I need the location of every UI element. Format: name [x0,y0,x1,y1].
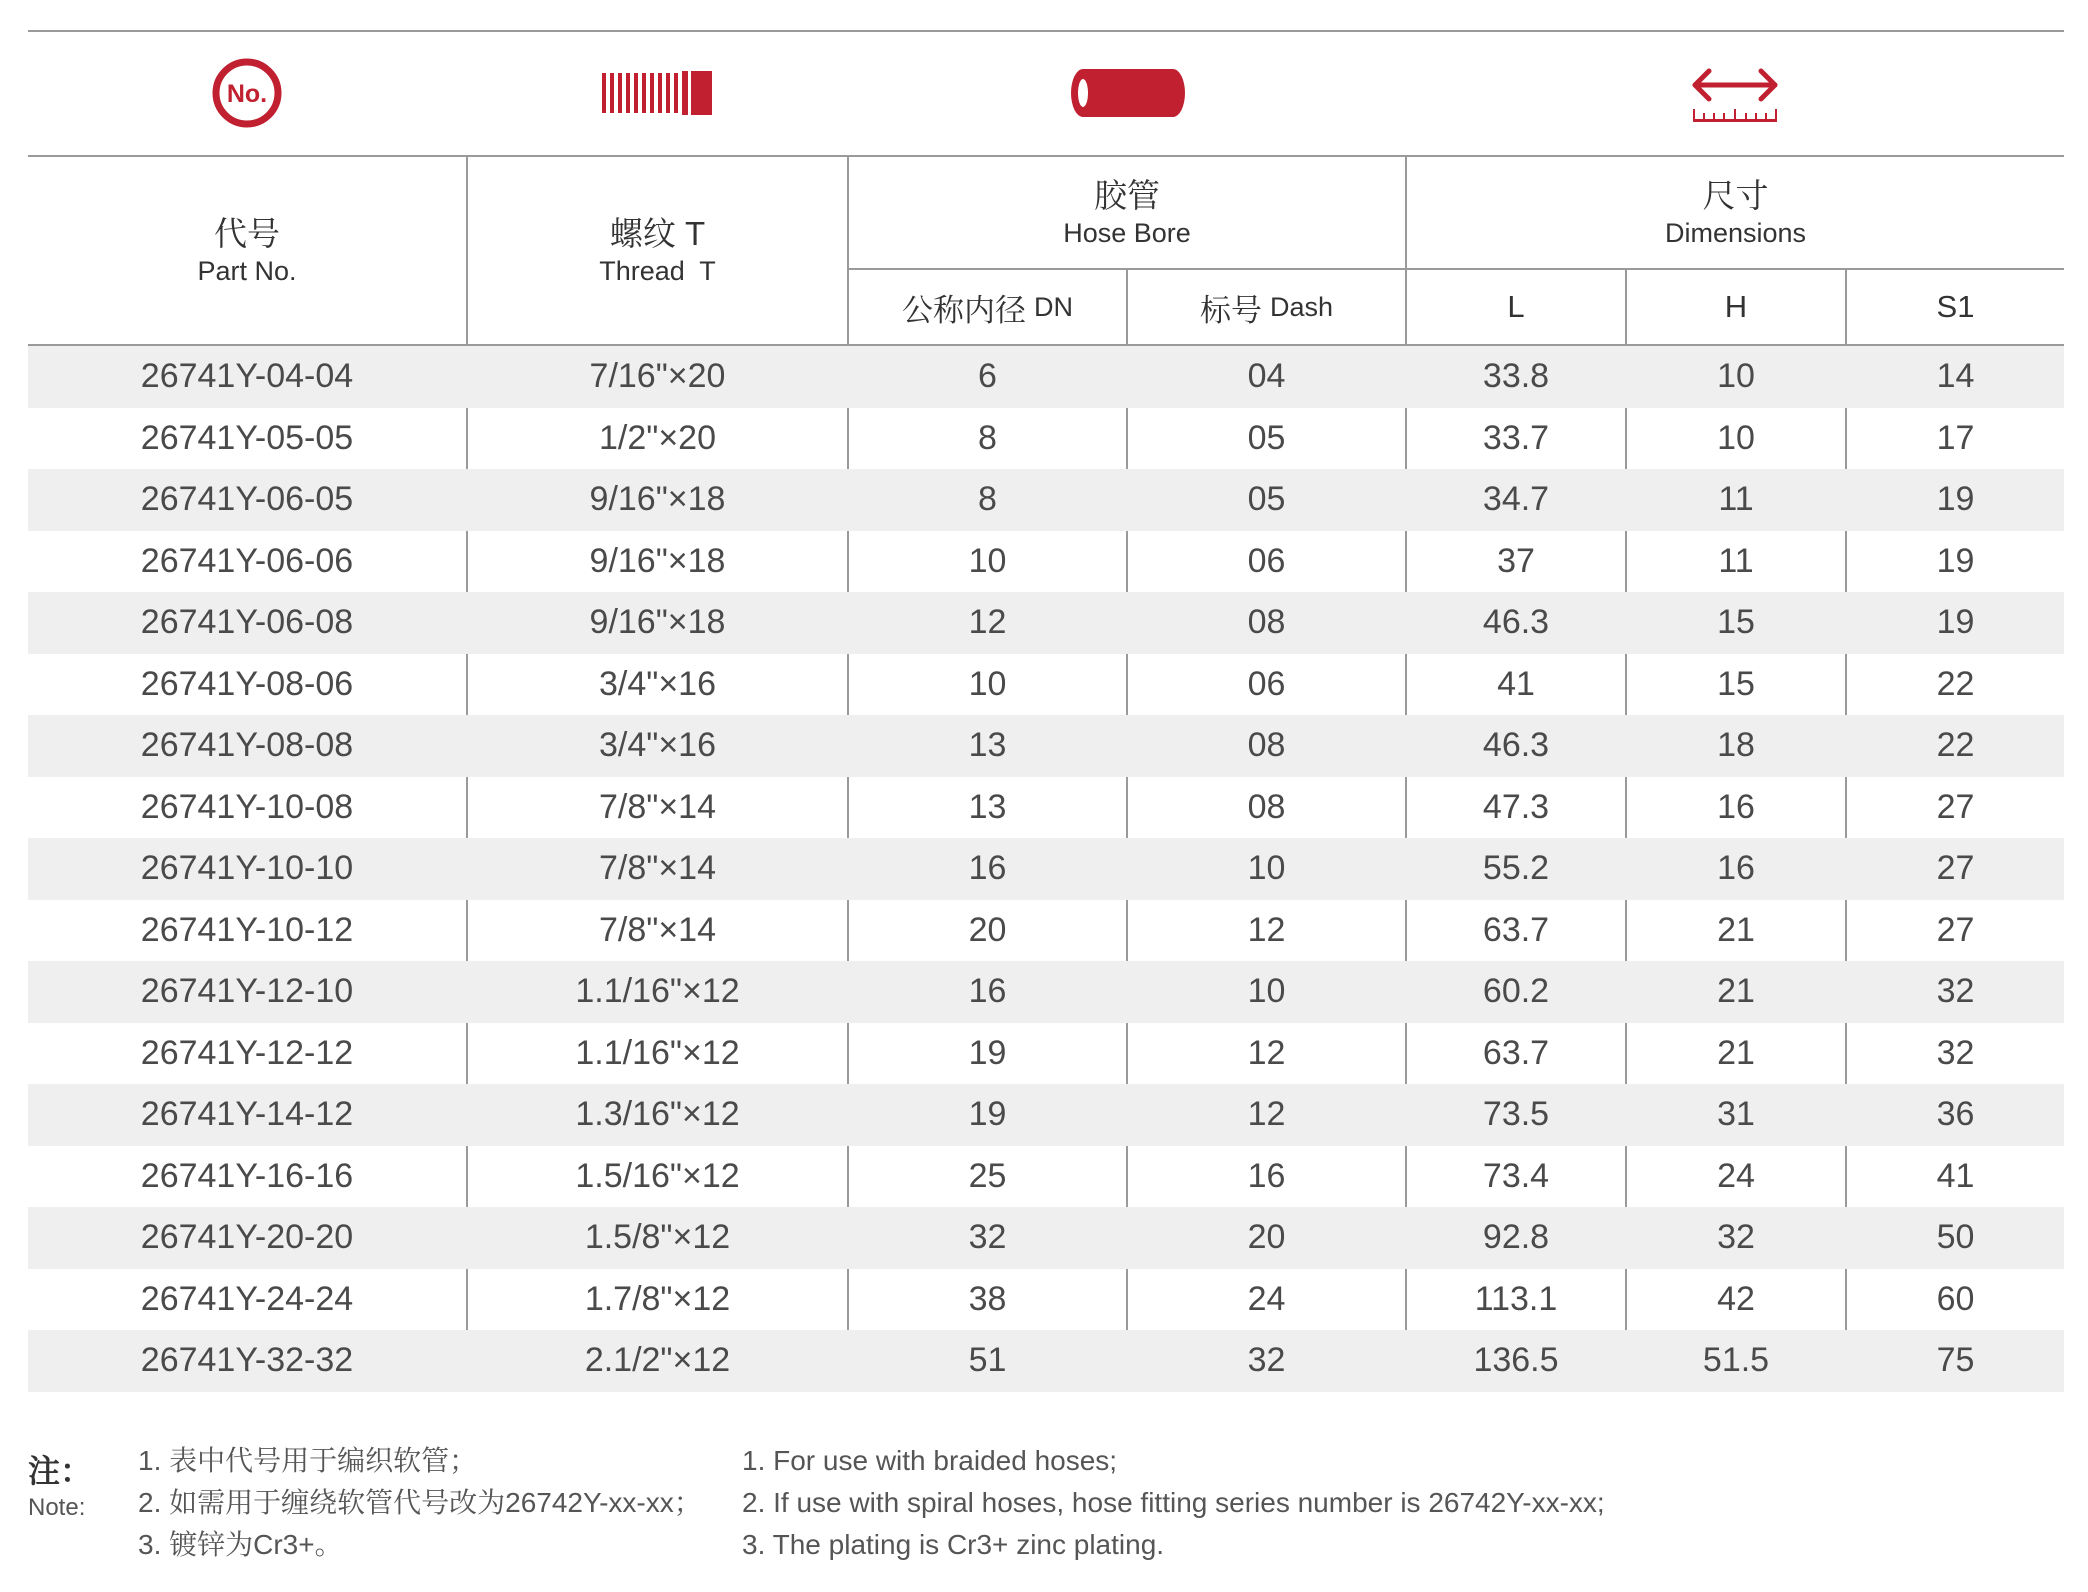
cell-thread: 7/8"×14 [598,910,716,949]
part-number-icon [211,57,283,129]
cell-dn: 8 [978,418,997,457]
note-zh-line: 3. 镀锌为Cr3+。 [138,1529,343,1560]
table-row [28,1207,2064,1269]
cell-dash: 10 [1247,849,1286,888]
cell-s1: 27 [1936,910,1975,949]
cell-dn: 10 [968,541,1007,580]
cell-dn: 8 [978,480,997,519]
cell-part-no: 26741Y-06-08 [140,603,354,642]
table-row [28,654,2064,716]
table-row [28,592,2064,654]
cell-part-no: 26741Y-04-04 [140,357,354,396]
cell-dn: 19 [968,1033,1007,1072]
cell-dn: 32 [968,1218,1007,1257]
cell-thread: 2.1/2"×12 [584,1341,731,1380]
cell-h: 15 [1717,603,1755,642]
cell-part-no: 26741Y-10-08 [140,787,354,826]
cell-dash: 06 [1247,664,1286,703]
subheader-h [1627,270,1845,344]
cell-h: 11 [1718,480,1754,519]
cell-dash: 08 [1247,603,1286,642]
cell-h: 16 [1717,787,1755,826]
cell-dash: 12 [1247,910,1286,949]
cell-thread: 7/16"×20 [589,357,726,396]
cell-l: 34.7 [1482,480,1550,519]
hose-bore-icon [1069,65,1185,121]
cell-h: 11 [1718,541,1754,580]
cell-l: 63.7 [1482,1033,1550,1072]
header-hose-bore-en: Hose Bore [1063,217,1191,248]
cell-dash: 06 [1247,541,1286,580]
cell-part-no: 26741Y-08-08 [140,726,354,765]
table-row [28,346,2064,408]
cell-l: 33.8 [1482,357,1550,396]
cell-dash: 10 [1247,972,1286,1011]
cell-dn: 51 [968,1341,1007,1380]
cell-s1: 19 [1936,541,1975,580]
header-dimensions [1407,157,2064,268]
cell-dash: 08 [1247,726,1286,765]
cell-s1: 22 [1936,664,1975,703]
cell-dn: 13 [968,787,1007,826]
cell-h: 32 [1717,1218,1755,1257]
header-thread-zh: 螺纹 T [609,214,706,252]
cell-s1: 19 [1936,480,1975,519]
cell-l: 46.3 [1482,726,1550,765]
thread-icon [602,68,712,118]
table-row [28,900,2064,962]
cell-l: 73.5 [1482,1095,1550,1134]
cell-s1: 32 [1936,1033,1975,1072]
cell-l: 55.2 [1482,849,1550,888]
cell-s1: 19 [1936,603,1975,642]
cell-thread: 1.1/16"×12 [575,972,740,1011]
cell-h: 31 [1717,1095,1755,1134]
cell-l: 60.2 [1482,972,1550,1011]
subheader-s1-label: S1 [1936,289,1975,324]
cell-dn: 16 [968,849,1007,888]
cell-part-no: 26741Y-10-10 [140,849,354,888]
cell-dn: 38 [968,1279,1007,1318]
notes-zh [138,1440,702,1566]
note-en-line: 3. The plating is Cr3+ zinc plating. [742,1529,1165,1560]
subheader-dash-en: Dash [1269,291,1334,322]
cell-s1: 60 [1936,1279,1975,1318]
cell-dash: 08 [1247,787,1286,826]
subheader-l [1407,270,1625,344]
note-en-line: 2. If use with spiral hoses, hose fitting series number is 26742Y-xx-xx; [742,1487,1605,1518]
cell-dash: 20 [1247,1218,1286,1257]
cell-h: 21 [1717,910,1755,949]
note-label-zh: 注： [28,1453,93,1489]
cell-part-no: 26741Y-10-12 [140,910,354,949]
subheader-l-label: L [1507,289,1525,324]
table-row [28,838,2064,900]
subheader-h-label: H [1724,289,1748,324]
svg-text:No.: No. [226,80,268,108]
cell-h: 21 [1717,972,1755,1011]
cell-dn: 19 [968,1095,1007,1134]
cell-h: 18 [1717,726,1755,765]
cell-l: 33.7 [1482,418,1550,457]
table-row [28,777,2064,839]
table-body [28,346,2064,1392]
cell-l: 46.3 [1482,603,1550,642]
header-dimensions-zh: 尺寸 [1702,176,1769,214]
cell-l: 63.7 [1482,910,1550,949]
note-zh-line: 1. 表中代号用于编织软管； [138,1445,478,1476]
header-thread-en: Thread T [599,255,716,286]
note-en-line: 1. For use with braided hoses; [742,1445,1118,1476]
table-row [28,469,2064,531]
cell-h: 51.5 [1702,1341,1770,1380]
cell-thread: 1/2"×20 [598,418,716,457]
cell-dash: 04 [1247,357,1286,396]
cell-s1: 75 [1936,1341,1975,1380]
cell-h: 16 [1717,849,1755,888]
cell-thread: 3/4"×16 [598,726,716,765]
cell-thread: 1.1/16"×12 [575,1033,740,1072]
cell-part-no: 26741Y-08-06 [140,664,354,703]
cell-thread: 9/16"×18 [589,480,726,519]
cell-dash: 24 [1247,1279,1286,1318]
header-thread [468,157,847,344]
cell-l: 37 [1497,541,1535,580]
cell-l: 113.1 [1474,1279,1558,1318]
table-row [28,531,2064,593]
cell-part-no: 26741Y-06-05 [140,480,354,519]
cell-h: 42 [1717,1279,1755,1318]
table-row [28,1084,2064,1146]
header-part-no [28,157,466,344]
cell-part-no: 26741Y-05-05 [140,418,354,457]
header-hose-bore-zh: 胶管 [1094,176,1160,214]
cell-l: 73.4 [1482,1156,1550,1195]
table-row [28,1023,2064,1085]
subheader-dash [1128,270,1405,344]
note-label-en: Note: [28,1494,86,1521]
cell-thread: 1.7/8"×12 [584,1279,731,1318]
cell-s1: 36 [1936,1095,1975,1134]
thread-icon-cell [467,30,847,156]
cell-dn: 10 [968,664,1007,703]
table-row [28,1269,2064,1331]
table-row [28,1330,2064,1392]
notes-en [742,1440,1605,1566]
header-part-no-zh: 代号 [214,214,280,252]
subheader-dn-zh: 公称内径 [902,292,1026,328]
part-number-icon-cell [28,30,466,156]
cell-h: 10 [1717,418,1755,457]
cell-dn: 16 [968,972,1007,1011]
cell-s1: 17 [1936,418,1975,457]
cell-part-no: 26741Y-32-32 [140,1341,354,1380]
cell-thread: 7/8"×14 [598,849,716,888]
cell-thread: 3/4"×16 [598,664,716,703]
cell-dash: 12 [1247,1095,1286,1134]
cell-thread: 1.5/8"×12 [584,1218,731,1257]
cell-s1: 41 [1936,1156,1975,1195]
cell-thread: 9/16"×18 [589,603,726,642]
cell-dn: 25 [968,1156,1007,1195]
cell-part-no: 26741Y-16-16 [140,1156,354,1195]
cell-dash: 16 [1247,1156,1286,1195]
cell-part-no: 26741Y-14-12 [140,1095,354,1134]
cell-h: 24 [1717,1156,1755,1195]
dimension-icon-cell [1406,30,2064,156]
table-row [28,1146,2064,1208]
cell-dash: 05 [1247,480,1286,519]
cell-thread: 7/8"×14 [598,787,716,826]
cell-thread: 1.5/16"×12 [575,1156,740,1195]
cell-s1: 50 [1936,1218,1975,1257]
cell-h: 10 [1717,357,1755,396]
hose-bore-icon-cell [848,30,1405,156]
table-row [28,408,2064,470]
cell-h: 15 [1717,664,1755,703]
cell-part-no: 26741Y-24-24 [140,1279,354,1318]
cell-part-no: 26741Y-06-06 [140,541,354,580]
header-part-no-en: Part No. [197,255,297,286]
dimension-ruler-icon [1689,61,1781,125]
cell-dash: 05 [1247,418,1286,457]
cell-s1: 27 [1936,787,1975,826]
cell-dash: 32 [1247,1341,1286,1380]
cell-dn: 6 [978,357,997,396]
cell-s1: 14 [1936,357,1975,396]
note-zh-line: 2. 如需用于缠绕软管代号改为26742Y-xx-xx； [138,1487,702,1518]
cell-part-no: 26741Y-12-10 [140,972,354,1011]
cell-dn: 12 [968,603,1007,642]
header-dimensions-en: Dimensions [1664,217,1807,248]
header-hose-bore [849,157,1405,268]
cell-h: 21 [1717,1033,1755,1072]
cell-thread: 9/16"×18 [589,541,726,580]
cell-dn: 13 [968,726,1007,765]
cell-s1: 22 [1936,726,1975,765]
cell-l: 136.5 [1473,1341,1559,1380]
subheader-dash-zh: 标号 [1199,292,1262,328]
subheader-dn [849,270,1126,344]
cell-l: 41 [1497,664,1535,703]
cell-s1: 27 [1936,849,1975,888]
subheader-s1 [1847,270,2064,344]
cell-thread: 1.3/16"×12 [575,1095,740,1134]
cell-s1: 32 [1936,972,1975,1011]
table-row [28,961,2064,1023]
cell-l: 47.3 [1482,787,1550,826]
subheader-dn-en: DN [1034,291,1073,322]
cell-part-no: 26741Y-12-12 [140,1033,354,1072]
cell-part-no: 26741Y-20-20 [140,1218,354,1257]
cell-l: 92.8 [1482,1218,1550,1257]
cell-dash: 12 [1247,1033,1286,1072]
cell-dn: 20 [968,910,1007,949]
table-row [28,715,2064,777]
